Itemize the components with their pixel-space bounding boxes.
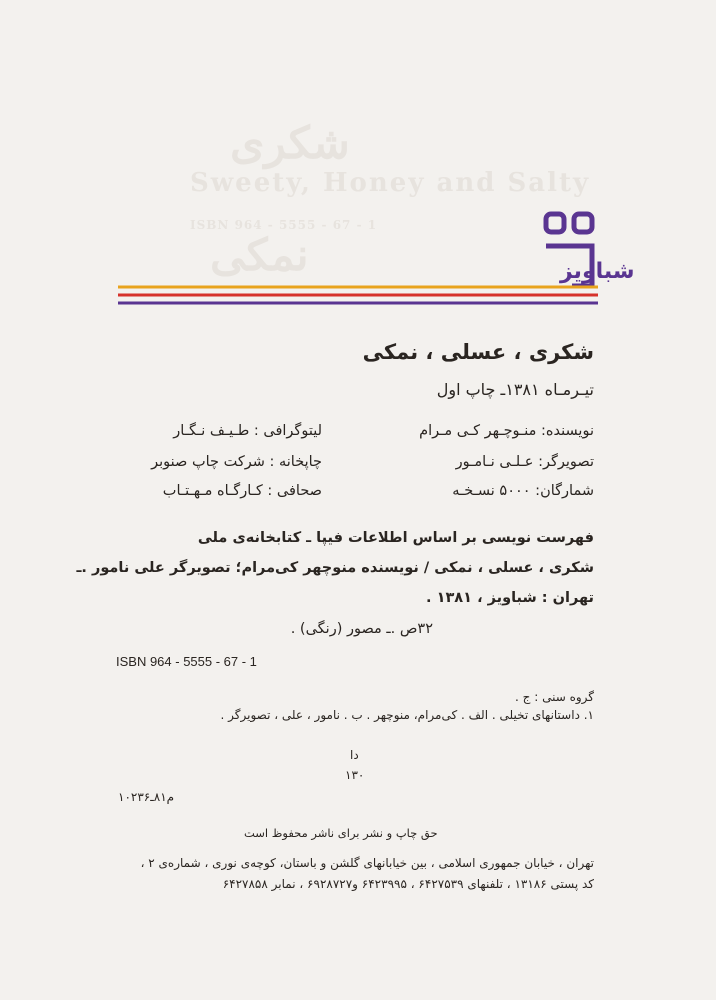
lithography-credit: لیتوگرافی : طـیـف نـگـار — [173, 423, 322, 439]
cip-heading: فهرست نویسی بر اساس اطلاعات فیپا ـ کتابخانه‌ی ملی — [197, 530, 594, 546]
age-group: گروه سنی : ج . — [515, 690, 594, 704]
publisher-logo-text: شباویز — [560, 259, 635, 284]
printing-house-credit: چاپخانه : شرکت چاپ صنوبر — [151, 454, 322, 470]
copyright-notice: حق چاپ و نشر برای ناشر محفوظ است — [244, 826, 438, 840]
library-number: م۸۱ـ۱۰۲۳۶ — [118, 790, 175, 804]
contact-line: کد پستی ۱۳۱۸۶ ، تلفنهای ۶۴۲۷۵۳۹ ، ۶۴۲۳۹۹۵ و۶۹۲۸۷۲۷ ، نمابر ۶۴۲۷۸۵۸ — [222, 877, 594, 891]
call-number-item: ۱۳۰ — [345, 768, 365, 782]
author-credit: نویسنده: منـوچـهر کـی مـرام — [419, 423, 594, 439]
ghost-english-title: Sweety, Honey and Salty — [190, 168, 591, 198]
cip-imprint: تهران : شباویز ، ۱۳۸۱ . — [426, 590, 594, 606]
binding-credit: صحافی : کـارگـاه مـهـتـاب — [162, 483, 322, 499]
decorative-rules — [118, 284, 598, 310]
call-number-class: دا — [350, 748, 359, 762]
edition-date: تیـرمـاه ۱۳۸۱ـ چاپ اول — [436, 380, 594, 399]
print-run: شمارگان: ۵۰۰۰ نسـخـه — [452, 483, 594, 499]
publisher-logo — [480, 208, 635, 290]
ghost-isbn: ISBN 964 - 5555 - 67 - 1 — [190, 218, 378, 232]
cip-entry: شکری ، عسلی ، نمکی / نویسنده منوچهر کی‌مرام؛ تصویرگر علی نامور .ـ — [76, 560, 594, 576]
address-line: تهران ، خیابان جمهوری اسلامی ، بین خیابانهای گلشن و باستان، کوچه‌ی نوری ، شماره‌ی ۲ ، — [140, 856, 594, 870]
cip-physical: ۳۲ص .ـ مصور (رنگی) . — [290, 621, 433, 637]
isbn: ISBN 964 - 5555 - 67 - 1 — [116, 654, 257, 669]
ghost-persian-1: شکری — [230, 118, 350, 169]
ghost-persian-2: نمکی — [210, 230, 309, 281]
subject-headings: ۱. داستانهای تخیلی . الف . کی‌مرام، منوچهر . ب . نامور ، علی ، تصویرگر . — [220, 708, 594, 722]
book-title: شکری ، عسلی ، نمکی — [362, 340, 594, 364]
illustrator-credit: تصویرگر: عـلـی نـامـور — [455, 454, 594, 470]
